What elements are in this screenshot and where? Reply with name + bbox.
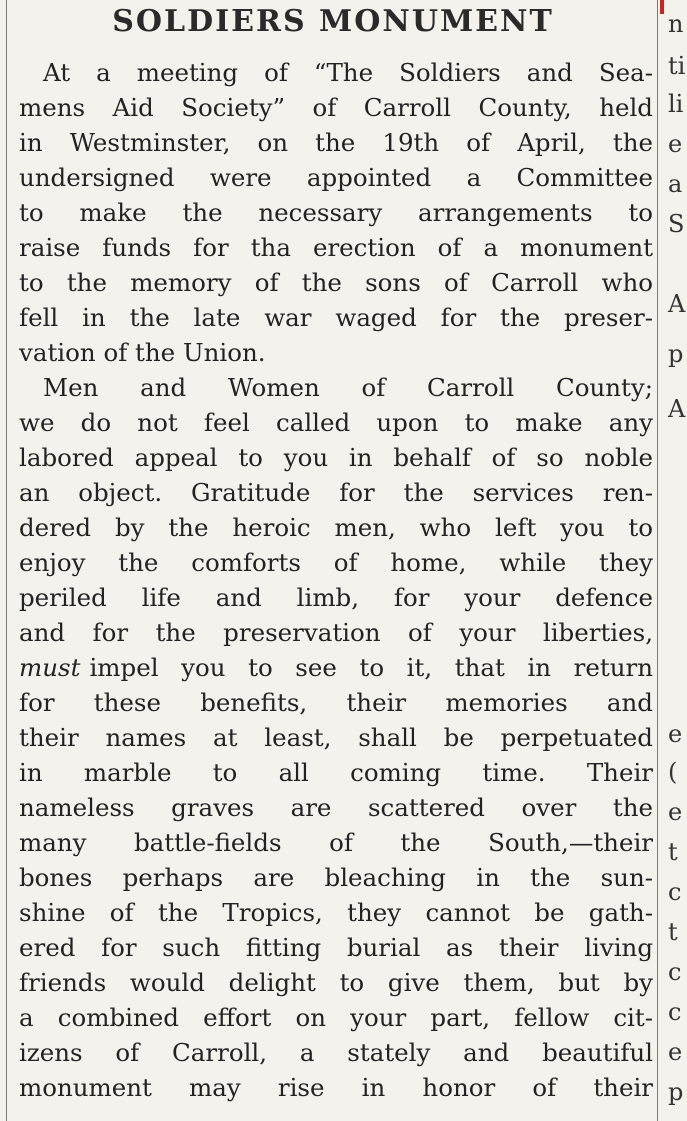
- adjacent-column-fragment: [664, 0, 687, 1121]
- adjacent-fragment: e: [668, 1038, 683, 1066]
- adjacent-fragment: p: [668, 1078, 684, 1106]
- article-line: At a meeting of “The Soldiers and Sea-: [43, 58, 653, 87]
- adjacent-fragment: p: [668, 340, 684, 368]
- adjacent-fragment: c: [668, 878, 682, 906]
- article-line: for these benefits, their memories and: [19, 688, 653, 717]
- article-line: labored appeal to you in behalf of so noble: [19, 443, 653, 472]
- article-line: in Westminster, on the 19th of April, the: [19, 128, 653, 157]
- article-headline: SOLDIERS MONUMENT: [112, 4, 554, 39]
- article-line: their names at least, shall be perpetuated: [19, 723, 653, 752]
- article-line: in marble to all coming time. Their: [19, 758, 653, 787]
- adjacent-fragment: li: [668, 90, 684, 118]
- adjacent-fragment: c: [668, 998, 682, 1026]
- article-line: many battle-fields of the South,—their: [19, 828, 653, 857]
- adjacent-fragment: A: [668, 395, 686, 423]
- adjacent-fragment: a: [668, 170, 683, 198]
- article-line: izens of Carroll, a stately and beautiful: [19, 1038, 653, 1067]
- adjacent-fragment: e: [668, 798, 683, 826]
- article-line: a combined effort on your part, fellow cit-: [19, 1003, 653, 1032]
- article-line: an object. Gratitude for the services ren-: [19, 478, 653, 507]
- article-line: we do not feel called upon to make any: [19, 408, 653, 437]
- adjacent-fragment: t: [668, 838, 678, 866]
- article-line: nameless graves are scattered over the: [19, 793, 653, 822]
- adjacent-fragment: c: [668, 958, 682, 986]
- adjacent-fragment: e: [668, 130, 683, 158]
- article-line: fell in the late war waged for the preser-: [19, 303, 653, 332]
- article-line: mens Aid Society” of Carroll County, held: [19, 93, 653, 122]
- adjacent-fragment: (: [668, 758, 678, 786]
- article-line: friends would delight to give them, but by: [19, 968, 653, 997]
- article-line: undersigned were appointed a Committee: [19, 163, 653, 192]
- article-line-with-italic: [19, 653, 653, 683]
- article-line: impel you to see to it, that in return: [89, 653, 653, 682]
- adjacent-fragment: e: [668, 720, 683, 748]
- article-line: to make the necessary arrangements to: [19, 198, 653, 227]
- article-line: periled life and limb, for your defence: [19, 583, 653, 612]
- article-line: Men and Women of Carroll County;: [43, 373, 653, 402]
- adjacent-fragment: t: [668, 918, 678, 946]
- article-line: monument may rise in honor of their: [19, 1073, 653, 1102]
- article-line: vation of the Union.: [19, 338, 266, 367]
- article-line: dered by the heroic men, who left you to: [19, 513, 653, 542]
- article-column: [6, 0, 658, 1121]
- article-line: raise funds for tha erection of a monument: [19, 233, 653, 262]
- article-line: to the memory of the sons of Carroll who: [19, 268, 653, 297]
- article-line: shine of the Tropics, they cannot be gath-: [19, 898, 653, 927]
- adjacent-fragment: A: [668, 290, 686, 318]
- adjacent-fragment: S: [668, 210, 685, 238]
- article-line: enjoy the comforts of home, while they: [19, 548, 653, 577]
- italic-word: must: [19, 653, 81, 682]
- adjacent-fragment: n: [668, 10, 684, 38]
- article-line: ered for such fitting burial as their living: [19, 933, 653, 962]
- article-line: bones perhaps are bleaching in the sun-: [19, 863, 653, 892]
- article-line: and for the preservation of your liberties,: [19, 618, 653, 647]
- adjacent-fragment: ti: [668, 52, 686, 80]
